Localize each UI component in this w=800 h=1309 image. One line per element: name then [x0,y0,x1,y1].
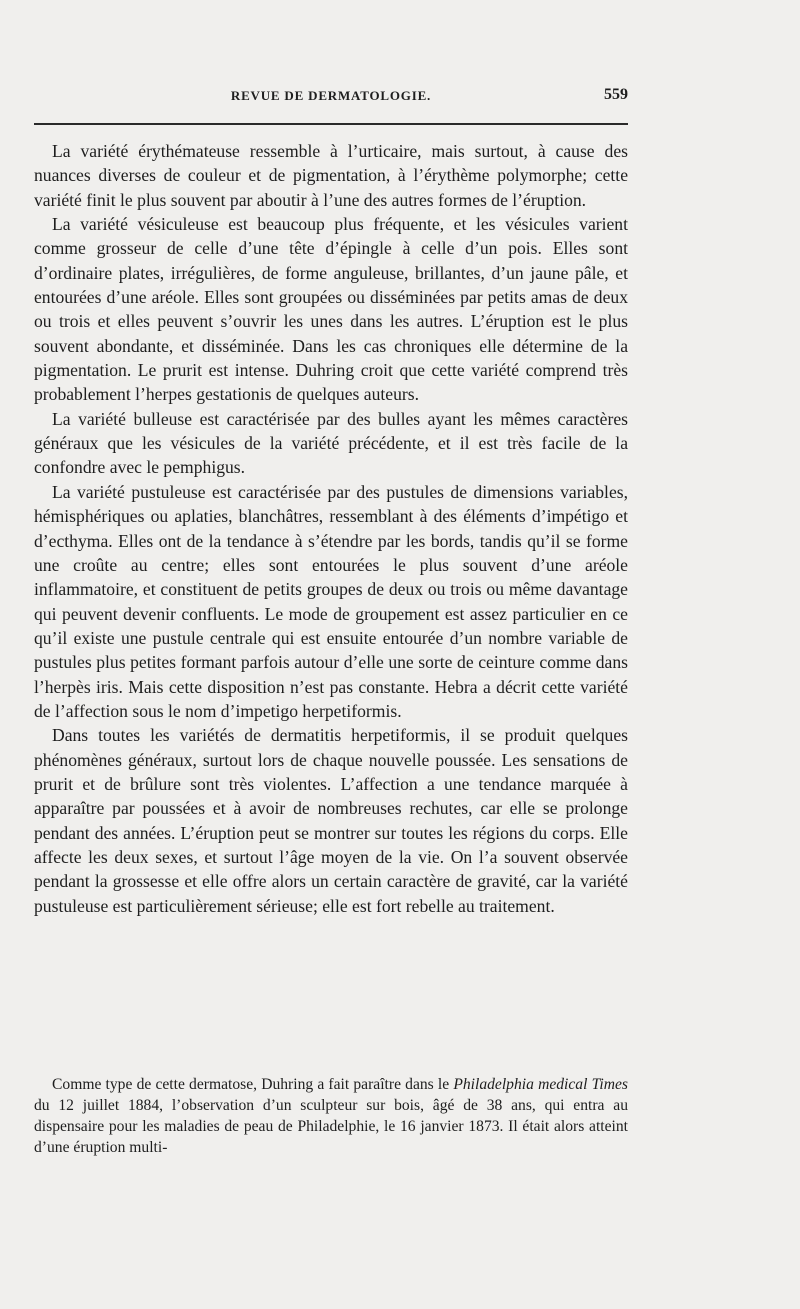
paragraph-pustular-variety: La variété pustuleuse est caractérisée par des pustules de dimensions variables, hémisphériques ou aplaties, blanchâtres, ressemblant à des éléments d’impétigo et d’ecthyma. Elles ont de la tendance à s’étendre par les bords, tandis qu’il se forme une croûte au centre; elles sont entourées le plus souvent d’une aréole inflammatoire, et constituent de petits groupes de deux ou trois ou même davantage qui peuvent devenir confluents. Le mode de groupement est assez particulier en ce qu’il existe une pustule centrale qui est ensuite entourée d’un nombre variable de pustules plus petites formant parfois autour d’elle une sorte de ceinture comme dans l’herpès iris. Mais cette disposition n’est pas constante. Hebra a décrit cette variété de l’affection sous le nom d’impetigo herpetiformis. [34,481,628,721]
page-number: 559 [604,86,628,103]
page-header [34,88,628,108]
paragraph-erythematous-variety: La variété érythémateuse ressemble à l’urticaire, mais surtout, à cause des nuances diverses de couleur et de pigmentation, à l’érythème polymorphe; cette variété finit le plus souvent par aboutir à l’une des autres formes de l’éruption. [34,141,628,210]
paragraph-vesicular-variety: La variété vésiculeuse est beaucoup plus fréquente, et les vésicules varient comme grosseur de celle d’une tête d’épingle à celle d’un pois. Elles sont d’ordinaire plates, irrégulières, de forme anguleuse, brillantes, d’un jaune pâle, et entourées d’une aréole. Elles sont groupées ou disséminées par petits amas de deux ou trois et elles peuvent s’ouvrir les unes dans les autres. L’éruption est le plus souvent abondante, et disséminée. Dans les cas chroniques elle détermine de la pigmentation. Le prurit est intense. Duhring croit que cette variété comprend très probablement l’herpes gestationis de quelques auteurs. [34,214,628,405]
paragraph-general-phenomena: Dans toutes les variétés de dermatitis herpetiformis, il se produit quelques phénomènes généraux, surtout lors de chaque nouvelle poussée. Les sensations de prurit et de brûlure sont très violentes. L’affection a une tendance marquée à apparaître par poussées et à avoir de nombreuses rechutes, car elle se prolonge pendant des années. L’éruption peut se montrer sur toutes les régions du corps. Elle affecte les deux sexes, et surtout l’âge moyen de la vie. On l’a souvent observée pendant la grossesse et elle offre alors un certain caractère de gravité, car la variété pustuleuse est particulièrement sérieuse; elle est fort rebelle au traitement. [34,725,628,916]
footnote-journal-title: Philadelphia medical Times [453,1076,628,1093]
header-rule [34,123,628,125]
paragraph-bullous-variety: La variété bulleuse est caractérisée par des bulles ayant les mêmes caractères généraux que les vésicules de la variété précédente, et il est très facile de la confondre avec le pemphigus. [34,408,628,478]
footnote-text-before: Comme type de cette dermatose, Duhring a fait paraître dans le [52,1076,454,1093]
footnote-paragraph [34,1074,628,1158]
footnote [34,1074,628,1158]
body-text [34,139,628,918]
footnote-text-after: du 12 juillet 1884, l’observation d’un sculpteur sur bois, âgé de 38 ans, qui entra au dispensaire pour les maladies de peau de Philadelphie, le 16 janvier 1873. Il était alors atteint d’une éruption multi- [34,1097,628,1156]
running-title: REVUE DE DERMATOLOGIE. [230,88,432,103]
